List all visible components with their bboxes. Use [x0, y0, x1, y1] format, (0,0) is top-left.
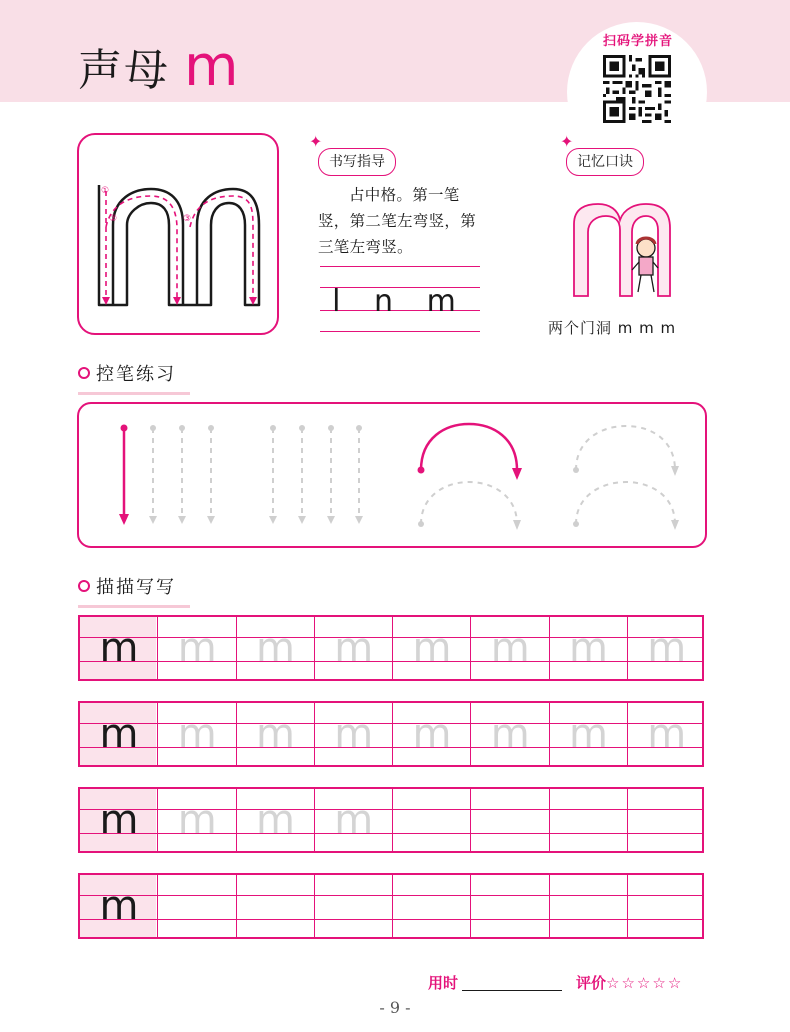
page-title	[78, 34, 239, 104]
pen-control-strokes	[79, 404, 705, 546]
stroke-sequence-lines	[320, 266, 480, 332]
trace-letter[interactable]: m	[490, 711, 530, 757]
memory-badge: 记忆口诀	[566, 148, 644, 176]
cell-divider	[314, 875, 315, 937]
cell-divider	[236, 875, 237, 937]
time-label: 用时	[428, 974, 459, 992]
time-blank[interactable]	[462, 990, 562, 991]
trace-row[interactable]	[78, 615, 704, 681]
rating-stars[interactable]: ☆☆☆☆☆	[606, 974, 684, 992]
pen-control-box	[77, 402, 707, 548]
title-chinese: 声母	[78, 45, 170, 96]
cell-divider	[627, 789, 628, 851]
door-boy-illustration	[566, 200, 676, 300]
trace-letter[interactable]: m	[569, 711, 608, 757]
trace-letter[interactable]: m	[412, 711, 452, 757]
stroke-number-2: ②	[109, 214, 118, 224]
trace-letter[interactable]: m	[256, 711, 295, 757]
title-letter: m	[184, 34, 239, 99]
cell-divider	[549, 875, 550, 937]
cell-divider	[549, 789, 550, 851]
writing-guide-text: 占中格。第一笔竖，第二笔左弯竖，第三笔左弯竖。	[318, 186, 477, 256]
cell-divider	[470, 789, 471, 851]
trace-letter[interactable]: m	[256, 625, 295, 671]
letter-stroke-box	[77, 133, 279, 335]
writing-guide-badge: 书写指导	[318, 148, 396, 176]
trace-letter[interactable]: m	[647, 711, 687, 757]
model-letter: m	[99, 797, 139, 843]
cell-divider	[627, 875, 628, 937]
model-letter: m	[99, 711, 139, 757]
trace-letter[interactable]: m	[647, 625, 687, 671]
stroke-number-3: ③	[183, 214, 192, 224]
letter-m-stroke-diagram	[93, 165, 263, 315]
qr-code-icon[interactable]	[603, 55, 671, 123]
trace-letter[interactable]: m	[177, 711, 217, 757]
trace-letter[interactable]: m	[177, 797, 217, 843]
stroke-sequence-label: l n m	[332, 284, 468, 319]
section-trace-write: 描描写写	[78, 573, 190, 608]
trace-letter[interactable]: m	[490, 625, 530, 671]
guide-line	[80, 895, 702, 896]
footer-evaluation	[428, 972, 683, 993]
cell-divider	[470, 875, 471, 937]
trace-letter[interactable]: m	[569, 625, 608, 671]
sparkle-icon: ✦	[560, 132, 574, 151]
trace-row[interactable]	[78, 701, 704, 767]
trace-letter[interactable]: m	[334, 711, 374, 757]
model-letter: m	[99, 625, 139, 671]
cell-divider	[392, 875, 393, 937]
section-pen-control: 控笔练习	[78, 360, 190, 395]
trace-letter[interactable]: m	[412, 625, 452, 671]
page-number: - 9 -	[379, 998, 411, 1017]
trace-letter[interactable]: m	[334, 625, 374, 671]
rating-label: 评价	[576, 974, 607, 992]
model-letter: m	[99, 883, 139, 929]
trace-row[interactable]	[78, 873, 704, 939]
qr-label: 扫码学拼音	[602, 34, 673, 49]
trace-letter[interactable]: m	[334, 797, 374, 843]
memory-caption: 两个门洞 m m m	[548, 319, 677, 337]
trace-letter[interactable]: m	[177, 625, 217, 671]
trace-row[interactable]	[78, 787, 704, 853]
sparkle-icon: ✦	[309, 132, 323, 151]
trace-letter[interactable]: m	[256, 797, 295, 843]
guide-line	[80, 919, 702, 920]
stroke-number-1: ①	[101, 186, 110, 196]
